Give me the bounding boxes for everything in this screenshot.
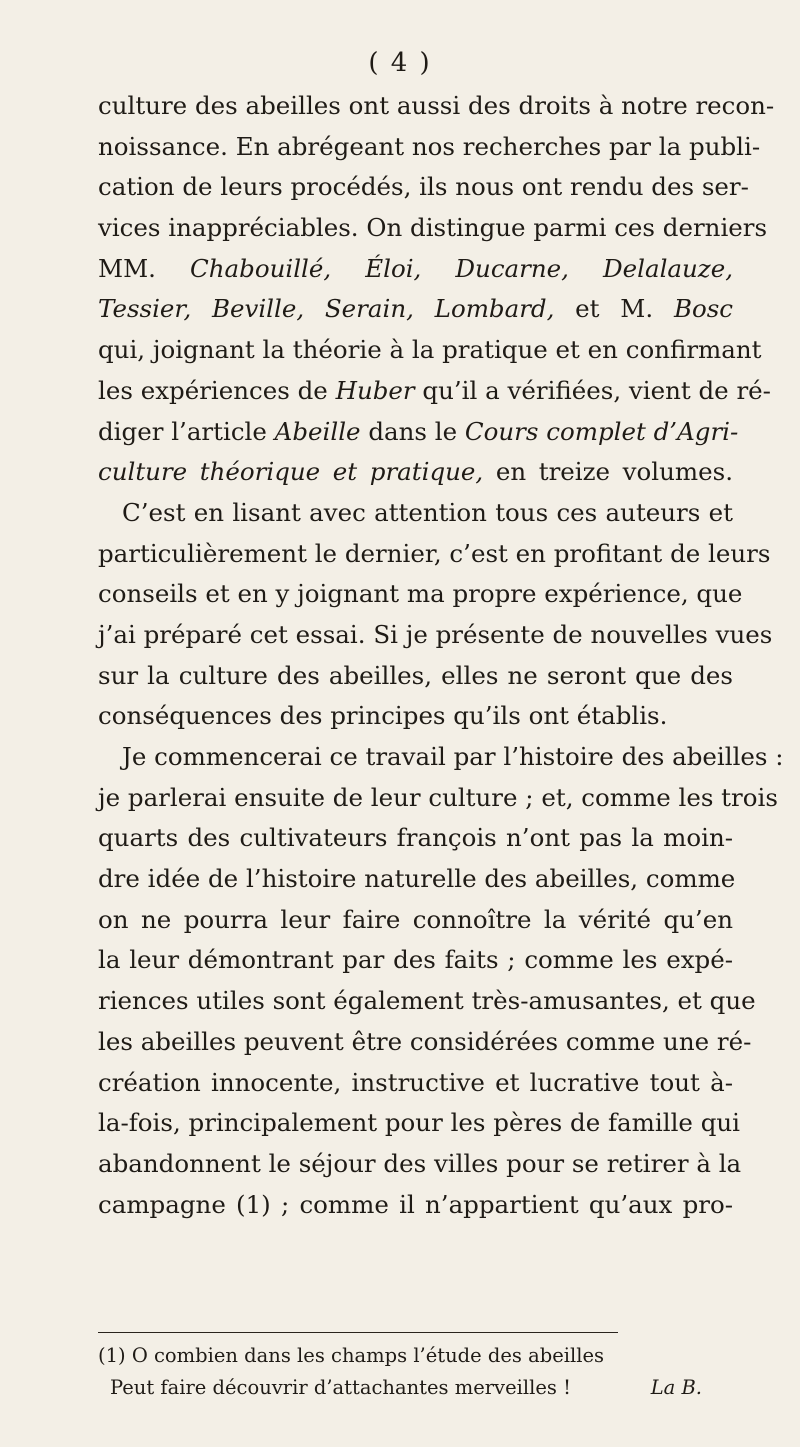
text-segment: les abeilles peuvent être considérées comme une ré- xyxy=(98,1026,752,1056)
text-segment: en treize volumes. xyxy=(483,457,733,487)
page-number: ( 4 ) xyxy=(368,48,432,78)
text-segment: Je commencerai ce travail par l’histoire des abeilles : xyxy=(122,742,784,771)
footnote-signature: La B. xyxy=(650,1376,702,1399)
text-segment: quarts des cultivateurs françois n’ont pas la moin- xyxy=(98,823,733,853)
italic-segment: Chabouillé, Éloi, Ducarne, Delalauze, xyxy=(190,253,733,283)
text-line xyxy=(98,289,733,330)
text-line xyxy=(98,615,773,656)
text-line xyxy=(98,1063,733,1104)
text-line xyxy=(98,86,775,127)
text-segment: la leur démontrant par des faits ; comme les expé- xyxy=(98,945,733,975)
text-line xyxy=(98,371,771,412)
text-line xyxy=(98,249,733,290)
text-segment: qu’il a vérifiées, vient de ré- xyxy=(414,375,771,405)
text-segment: on ne pourra leur faire connoître la vérité qu’en xyxy=(98,904,733,934)
italic-segment: Cours complet d’Agri- xyxy=(464,416,739,446)
text-segment: campagne (1) ; comme il n’appartient qu’aux pro- xyxy=(98,1189,733,1219)
italic-segment: Tessier, Beville, Serain, Lombard, xyxy=(98,294,555,324)
text-segment: diger l’article xyxy=(98,416,275,446)
text-segment: création innocente, instructive et lucrative tout à- xyxy=(98,1067,733,1097)
text-segment: sur la culture des abeilles, elles ne seront que des xyxy=(98,660,733,690)
text-segment: MM. xyxy=(98,253,191,283)
text-line xyxy=(98,981,756,1022)
text-segment: particulièrement le dernier, c’est en profitant de leurs xyxy=(98,538,771,568)
text-segment: dans le xyxy=(360,416,465,446)
text-segment: cation de leurs procédés, ils nous ont rendu des ser- xyxy=(98,172,749,202)
body-text xyxy=(98,86,784,1225)
italic-segment: Abeille xyxy=(274,416,361,446)
text-line xyxy=(98,1022,752,1063)
footnote-rule xyxy=(98,1332,618,1333)
text-segment: qui, joignant la théorie à la pratique et en confirmant xyxy=(98,335,762,365)
text-line xyxy=(98,127,761,168)
text-line xyxy=(98,1185,733,1226)
text-line xyxy=(98,656,733,697)
text-segment: riences utiles sont également très-amusantes, et que xyxy=(98,986,756,1016)
text-line xyxy=(98,1144,742,1185)
italic-segment: Huber xyxy=(335,375,415,405)
text-segment: conseils et en y joignant ma propre expérience, que xyxy=(98,579,743,609)
text-line xyxy=(98,167,749,208)
text-line xyxy=(98,574,743,615)
text-line xyxy=(98,859,736,900)
text-segment: abandonnent le séjour des villes pour se retirer à la xyxy=(98,1148,742,1178)
text-line xyxy=(98,452,733,493)
text-line xyxy=(98,900,733,941)
text-line xyxy=(98,778,778,819)
text-line xyxy=(98,493,733,534)
text-segment: et M. xyxy=(554,294,674,324)
text-line xyxy=(98,940,733,981)
text-segment: les expériences de xyxy=(98,375,336,405)
italic-segment: culture théorique et pratique, xyxy=(98,457,484,487)
footnote xyxy=(98,1340,738,1404)
text-line xyxy=(98,412,739,453)
text-line xyxy=(98,534,771,575)
footnote-line xyxy=(98,1372,738,1404)
text-line xyxy=(98,330,762,371)
text-line xyxy=(98,818,733,859)
text-segment: noissance. En abrégeant nos recherches par la publi- xyxy=(98,131,761,161)
text-line xyxy=(98,208,768,249)
text-line xyxy=(98,696,733,737)
footnote-verse: Peut faire découvrir d’attachantes merveilles ! xyxy=(110,1376,571,1399)
text-segment: culture des abeilles ont aussi des droits à notre recon- xyxy=(98,91,775,120)
text-segment: vices inappréciables. On distingue parmi ces derniers xyxy=(98,213,768,243)
footnote-line: (1) O combien dans les champs l’étude des abeilles xyxy=(98,1344,605,1367)
text-segment: la-fois, principalement pour les pères de famille qui xyxy=(98,1108,740,1138)
text-line xyxy=(98,1103,740,1144)
italic-segment: Bosc xyxy=(673,294,733,324)
text-line xyxy=(98,737,784,778)
text-segment: je parlerai ensuite de leur culture ; et, comme les trois xyxy=(98,782,778,812)
text-segment: C’est en lisant avec attention tous ces auteurs et xyxy=(122,497,733,527)
text-segment: dre idée de l’histoire naturelle des abeilles, comme xyxy=(98,864,736,894)
text-segment: conséquences des principes qu’ils ont établis. xyxy=(98,701,668,731)
text-segment: j’ai préparé cet essai. Si je présente de nouvelles vues xyxy=(98,619,773,649)
